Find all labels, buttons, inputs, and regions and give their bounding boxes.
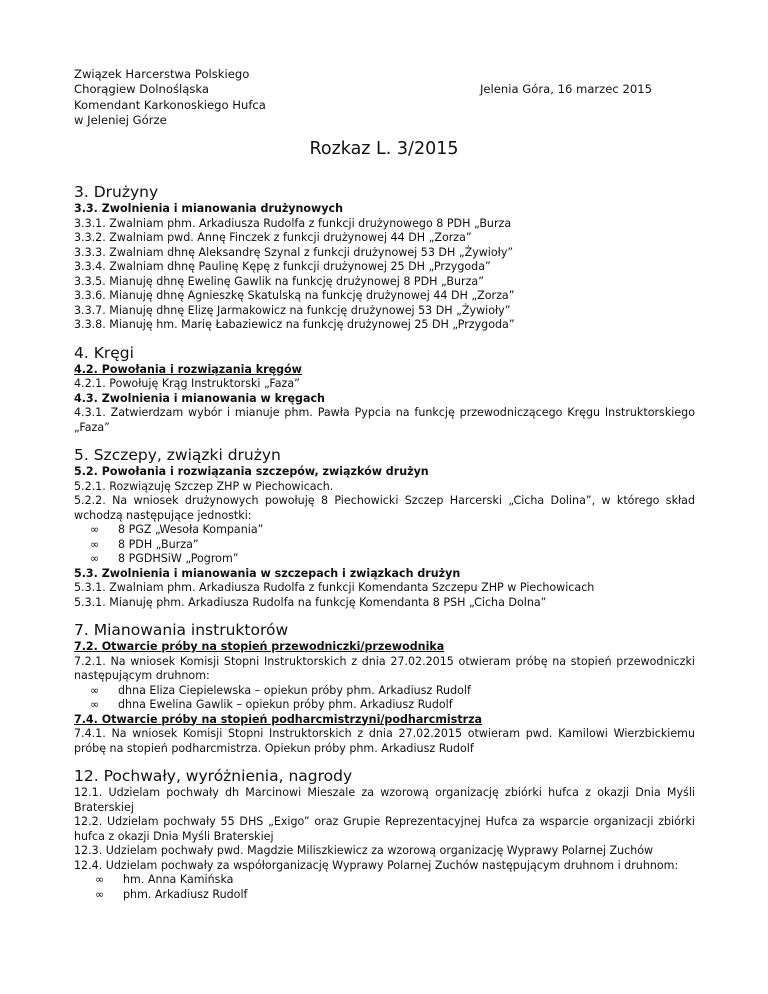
subsection-heading: 4.3. Zwolnienia i mianowania w kręgach bbox=[74, 391, 325, 405]
org-line: Chorągiew Dolnośląska bbox=[74, 82, 209, 97]
order-line: 3.3.8. Mianuję hm. Marię Łabaziewicz na funkcję drużynowej 25 DH „Przygoda” bbox=[74, 318, 515, 331]
list-item-text: hm. Anna Kamińska bbox=[123, 873, 234, 886]
list-item bbox=[74, 873, 695, 888]
infinity-bullet-icon: ∞ bbox=[90, 683, 100, 697]
subsection-heading: 5.2. Powołania i rozwiązania szczepów, związków drużyn bbox=[74, 465, 429, 478]
subsection-heading: 4.2. Powołania i rozwiązania kręgów bbox=[74, 362, 302, 376]
order-paragraph: 12.2. Udzielam pochwały 55 DHS „Exigo” oraz Grupie Reprezentacyjnej Hufca za wsparcie organizacji zbiórki hufca z okazji Dnia Myśli Braterskiej bbox=[74, 815, 695, 843]
list-item bbox=[74, 684, 695, 699]
subsection-heading: 7.2. Otwarcie próby na stopień przewodniczki/przewodnika bbox=[74, 640, 445, 653]
subsection-heading: 5.3. Zwolnienia i mianowania w szczepach i związkach drużyn bbox=[74, 566, 461, 580]
order-line: 3.3.3. Zwalniam dhnę Aleksandrę Szynal z funkcji drużynowej 53 DH „Żywioły” bbox=[74, 245, 514, 259]
order-line: 5.3.1. Zwalniam phm. Arkadiusza Rudolfa z funkcji Komendanta Szczepu ZHP w Piechowicach bbox=[74, 581, 595, 594]
list-item-text: phm. Arkadiusz Rudolf bbox=[123, 887, 248, 901]
list-item bbox=[74, 523, 695, 538]
order-paragraph: 12.4. Udzielam pochwały za współorganizację Wyprawy Polarnej Zuchów następującym druhnom i druhnom: bbox=[74, 858, 679, 872]
order-paragraph: 12.3. Udzielam pochwały pwd. Magdzie Miliszkiewicz za wzorową organizację Wyprawy Polarnej Zuchów bbox=[74, 844, 654, 857]
org-line: w Jeleniej Górze bbox=[74, 113, 167, 128]
infinity-bullet-icon: ∞ bbox=[90, 523, 100, 536]
infinity-bullet-icon: ∞ bbox=[90, 698, 100, 711]
infinity-bullet-icon: ∞ bbox=[95, 887, 105, 901]
order-line: 3.3.1. Zwalniam phm. Arkadiusza Rudolfa z funkcji drużynowego 8 PDH „Burza bbox=[74, 216, 512, 230]
list-item-text: dhna Eliza Ciepielewska – opiekun próby phm. Arkadiusz Rudolf bbox=[118, 683, 471, 697]
order-paragraph: 12.1. Udzielam pochwały dh Marcinowi Mieszale za wzorową organizację zbiórki hufca z okazji Dnia Myśli Braterskiej bbox=[74, 786, 695, 814]
section-heading-5: 5. Szczepy, związki drużyn bbox=[74, 446, 281, 464]
order-line: 3.3.7. Mianuję dhnę Elizę Jarmakowicz na funkcję drużynowej 53 DH „Żywioły” bbox=[74, 303, 511, 317]
section-heading-4: 4. Kręgi bbox=[74, 343, 134, 362]
document-title: Rozkaz L. 3/2015 bbox=[309, 139, 459, 159]
subsection-heading: 3.3. Zwolnienia i mianowania drużynowych bbox=[74, 202, 344, 215]
order-line: 3.3.4. Zwalniam dhnę Paulinę Kępę z funkcji drużynowej 25 DH „Przygoda” bbox=[74, 260, 491, 273]
organization-block bbox=[74, 67, 266, 129]
section-heading-7: 7. Mianowania instruktorów bbox=[74, 621, 289, 639]
order-paragraph: 4.3.1. Zatwierdzam wybór i mianuje phm. Pawła Pypcia na funkcję przewodniczącego Kręgu Instruktorskiego „Faza” bbox=[74, 406, 695, 434]
order-line: 5.2.1. Rozwiązuję Szczep ZHP w Piechowicach. bbox=[74, 479, 334, 493]
list-item-text: 8 PGZ „Wesoła Kompania” bbox=[118, 523, 264, 536]
order-paragraph: 5.2.2. Na wniosek drużynowych powołuję 8 Piechowicki Szczep Harcerski „Cicha Dolina”, w którego skład wchodzą następujące jednostki: bbox=[74, 494, 695, 522]
order-line: 3.3.6. Mianuję dhnę Agnieszkę Skatulską na funkcję drużynowej 44 DH „Zorza” bbox=[74, 289, 515, 302]
order-line: 3.3.5. Mianuję dhnę Ewelinę Gawlik na funkcję drużynowej 8 PDH „Burza” bbox=[74, 274, 484, 288]
list-item-text: dhna Ewelina Gawlik – opiekun próby phm. Arkadiusz Rudolf bbox=[118, 698, 453, 711]
order-paragraph: 7.2.1. Na wniosek Komisji Stopni Instruktorskich z dnia 27.02.2015 otwieram próbę na stopień przewodniczki następującym druhnom: bbox=[74, 654, 695, 682]
org-line: Związek Harcerstwa Polskiego bbox=[74, 67, 250, 81]
subsection-heading: 7.4. Otwarcie próby na stopień podharcmistrzyni/podharcmistrza bbox=[74, 712, 483, 726]
infinity-bullet-icon: ∞ bbox=[90, 537, 100, 551]
order-line: 3.3.2. Zwalniam pwd. Annę Finczek z funkcji drużynowej 44 DH „Zorza” bbox=[74, 231, 472, 244]
section-heading-12: 12. Pochwały, wyróżnienia, nagrody bbox=[74, 767, 353, 785]
infinity-bullet-icon: ∞ bbox=[90, 552, 100, 565]
list-item bbox=[74, 888, 695, 903]
list-item-text: 8 PDH „Burza” bbox=[118, 537, 199, 551]
order-line: 4.2.1. Powołuję Krąg Instruktorski „Faza” bbox=[74, 377, 300, 390]
order-line: 5.3.1. Mianuję phm. Arkadiusza Rudolfa na funkcję Komendanta 8 PSH „Cicha Dolna” bbox=[74, 595, 547, 609]
org-line: Komendant Karkonoskiego Hufca bbox=[74, 97, 266, 112]
order-paragraph: 7.4.1. Na wniosek Komisji Stopni Instruktorskich z dnia 27.02.2015 otwieram pwd. Kamilowi Wierzbickiemu próbę na stopień podharcmistrza. Opiekun próby phm. Arkadiusz Rudolf bbox=[74, 727, 695, 755]
list-item bbox=[74, 538, 695, 553]
place-date: Jelenia Góra, 16 marzec 2015 bbox=[480, 82, 652, 96]
document-body bbox=[74, 183, 695, 902]
list-item-text: 8 PGDHSiW „Pogrom” bbox=[118, 552, 239, 565]
list-item bbox=[74, 698, 695, 713]
list-item bbox=[74, 552, 695, 567]
infinity-bullet-icon: ∞ bbox=[95, 873, 105, 886]
section-heading-3: 3. Drużyny bbox=[74, 183, 159, 201]
